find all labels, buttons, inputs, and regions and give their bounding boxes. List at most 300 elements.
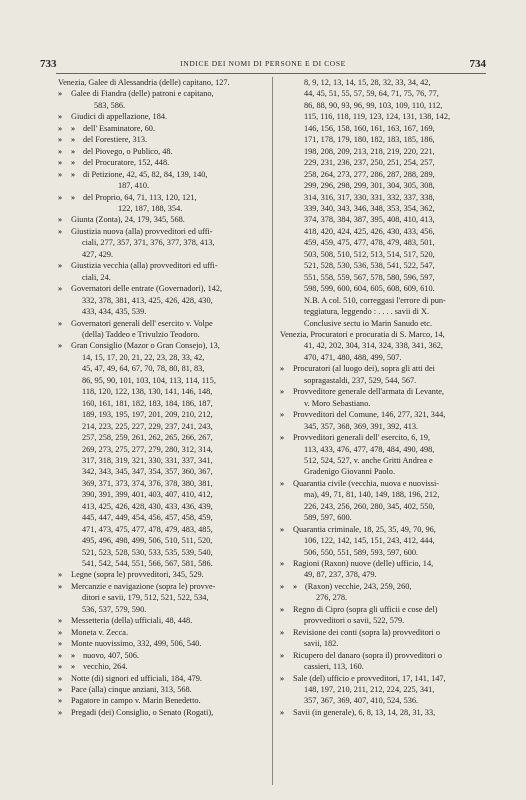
index-entry — [280, 638, 470, 649]
index-line-text: Giunta (Zonta), 24, 179, 345, 568. — [71, 215, 185, 225]
index-line-text: 148, 197, 210, 211, 212, 224, 225, 341, — [304, 685, 435, 695]
index-line-text: 106, 122, 142, 145, 151, 243, 412, 444, — [304, 536, 435, 546]
index-line-text: dell' Esaminatore, 60. — [83, 123, 155, 133]
index-line-text: Provveditore generale dell'armata di Levante, — [293, 387, 445, 397]
index-line — [58, 111, 266, 122]
index-entry — [58, 88, 266, 99]
index-entry — [280, 421, 470, 432]
index-line-text: Venezia, Procuratori e procuratia di S. Marco, 14, — [280, 329, 445, 339]
index-line — [280, 340, 470, 351]
index-entry — [58, 146, 266, 157]
sub-ditto-mark: » — [293, 581, 298, 591]
index-line-text: 187, 410. — [118, 181, 150, 191]
index-line — [280, 581, 470, 592]
index-line — [58, 466, 266, 477]
index-line — [280, 169, 470, 180]
index-entry — [58, 352, 266, 570]
index-entry — [280, 398, 470, 409]
index-entry — [280, 77, 470, 329]
index-line-text: 413, 425, 426, 428, 430, 433, 436, 439, — [82, 501, 213, 511]
page-number-right: 734 — [469, 58, 486, 70]
index-entry — [280, 684, 470, 707]
index-line — [58, 592, 266, 603]
index-line — [58, 478, 266, 489]
index-entry — [58, 272, 266, 283]
ditto-mark: » — [58, 581, 63, 591]
index-line-text: (Raxon) vecchie, 243, 259, 260, — [305, 581, 412, 591]
index-line — [58, 352, 266, 363]
index-line — [58, 226, 266, 237]
index-line — [280, 146, 470, 157]
index-entry — [58, 123, 266, 134]
ditto-mark: » — [58, 707, 63, 717]
index-line-text: cassieri, 113, 160. — [304, 662, 364, 672]
index-line — [58, 627, 266, 638]
index-line — [280, 180, 470, 191]
index-line — [58, 386, 266, 397]
index-line — [58, 237, 266, 248]
index-line-text: Moneta v. Zecca. — [71, 627, 129, 637]
index-line-text: Notte (di) signori ed ufficiali, 184, 479. — [71, 673, 202, 683]
index-line — [280, 203, 470, 214]
index-line-text: 299, 296, 298, 299, 301, 304, 305, 308, — [304, 181, 435, 191]
index-line — [280, 547, 470, 558]
sub-ditto-mark: » — [71, 169, 76, 179]
index-entry — [280, 661, 470, 672]
index-line-text: ditori e savii, 179, 512, 521, 522, 534, — [82, 593, 209, 603]
index-line — [280, 661, 470, 672]
index-line — [280, 409, 470, 420]
index-line — [280, 501, 470, 512]
index-line-text: 49, 87, 237, 378, 479. — [304, 570, 377, 580]
index-line-text: 541, 542, 544, 551, 566, 567, 581, 586. — [82, 559, 213, 569]
index-line — [58, 363, 266, 374]
index-line-text: v. Moro Sebastiano. — [304, 398, 371, 408]
index-line — [58, 249, 266, 260]
index-entry — [58, 340, 266, 351]
index-line — [280, 524, 470, 535]
index-line — [280, 466, 470, 477]
index-line — [58, 638, 266, 649]
index-line — [58, 604, 266, 615]
index-line — [58, 295, 266, 306]
index-line-text: 113, 433, 476, 477, 478, 484, 490, 498, — [304, 444, 435, 454]
index-line-text: Ricupero del danaro (sopra il) provveditori o — [293, 650, 442, 660]
index-line-text: 342, 343, 345, 347, 354, 357, 360, 367, — [82, 467, 213, 477]
index-line-text: 495, 496, 498, 499, 506, 510, 511, 520, — [82, 536, 213, 546]
index-line — [280, 432, 470, 443]
index-line — [58, 260, 266, 271]
index-line — [280, 707, 470, 718]
index-line-text: del Procuratore, 152, 448. — [83, 158, 170, 168]
index-line — [58, 157, 266, 168]
ditto-mark: » — [280, 387, 285, 397]
index-line-text: 189, 193, 195, 197, 201, 209, 210, 212, — [82, 410, 213, 420]
index-entry — [58, 581, 266, 592]
index-line-text: Giustizia vecchia (alla) provveditori ed uffi- — [71, 261, 218, 271]
index-line-text: 345, 357, 368, 369, 391, 392, 413. — [304, 421, 419, 431]
ditto-mark: » — [280, 410, 285, 420]
index-line — [58, 569, 266, 580]
index-line-text: 115, 116, 118, 119, 123, 124, 131, 138, 142, — [304, 112, 451, 122]
index-line-text: Procuratori (al luogo dei), sopra gli atti dei — [293, 364, 435, 374]
index-entry — [58, 592, 266, 615]
index-line-text: 583, 586. — [94, 100, 126, 110]
index-line — [58, 134, 266, 145]
index-line-text: 86, 95, 90, 101, 103, 104, 113, 114, 115, — [82, 375, 216, 385]
index-line-text: 521, 528, 530, 536, 538, 541, 522, 547, — [304, 261, 435, 271]
ditto-mark: » — [58, 639, 63, 649]
column-divider — [272, 77, 273, 785]
index-line-text: Messetteria (della) ufficiali, 48, 448. — [71, 616, 193, 626]
index-line-text: 512, 524, 527, v. anche Gritti Andrea e — [304, 455, 433, 465]
index-line — [280, 558, 470, 569]
index-line-text: Quarantia criminale, 18, 25, 35, 49, 70, 96, — [293, 524, 436, 534]
index-entry — [280, 329, 470, 340]
index-entry — [58, 260, 266, 271]
index-entry — [58, 707, 266, 718]
index-line-text: Provveditori generali dell' esercito, 6, 19, — [293, 433, 430, 443]
header-rule — [56, 73, 486, 74]
index-line-text: Venezia, Galee di Alessandria (delle) capitano, 127. — [58, 78, 230, 87]
index-line-text: 314, 316, 317, 330, 331, 332, 337, 338, — [304, 192, 435, 202]
index-line-text: Ragioni (Raxon) nuove (delle) ufficio, 14, — [293, 559, 434, 569]
ditto-mark: » — [58, 146, 63, 156]
index-line — [58, 409, 266, 420]
index-line — [58, 512, 266, 523]
index-entry — [280, 432, 470, 443]
index-line — [58, 306, 266, 317]
index-line-text: del Piovego, o Publico, 48. — [83, 146, 173, 156]
index-entry — [280, 592, 470, 603]
index-line — [58, 100, 266, 111]
index-line — [58, 650, 266, 661]
index-line — [280, 363, 470, 374]
index-line — [280, 592, 470, 603]
sub-ditto-mark: » — [71, 123, 76, 133]
index-line-text: 369, 371, 373, 374, 376, 378, 380, 381, — [82, 478, 213, 488]
index-entry — [280, 444, 470, 478]
index-entry — [280, 340, 470, 363]
index-line — [280, 88, 470, 99]
index-line — [280, 272, 470, 283]
sub-ditto-mark: » — [71, 158, 76, 168]
index-entry — [58, 569, 266, 580]
left-column — [58, 77, 266, 718]
index-line-text: 536, 537, 579, 590. — [82, 604, 147, 614]
index-line-text: 418, 420, 424, 425, 426, 430, 433, 456, — [304, 226, 435, 236]
index-line-text: 118, 120, 122, 138, 130, 141, 146, 148, — [82, 387, 213, 397]
index-line-text: 86, 88, 90, 93, 96, 99, 103, 109, 110, 112, — [304, 100, 443, 110]
index-line — [280, 214, 470, 225]
index-line — [58, 444, 266, 455]
index-entry — [280, 673, 470, 684]
index-line-text: 214, 223, 225, 227, 229, 237, 241, 243, — [82, 421, 213, 431]
index-entry — [280, 535, 470, 558]
index-entry — [280, 615, 470, 626]
index-line-text: teggiatura, leggendo : . . . . savii di X. — [304, 307, 430, 317]
index-line-text: Governatori generali dell' esercito v. Volpe — [71, 318, 213, 328]
index-line-text: Monte nuovissimo, 332, 499, 506, 540. — [71, 639, 202, 649]
index-line — [58, 684, 266, 695]
index-line — [280, 478, 470, 489]
index-entry — [280, 581, 470, 592]
index-line — [58, 329, 266, 340]
index-entry — [280, 558, 470, 569]
index-line-text: (della) Taddeo e Trivulzio Teodoro. — [82, 329, 200, 339]
index-line-text: 445, 447, 449, 454, 456, 457, 458, 459, — [82, 513, 213, 523]
index-entry — [280, 409, 470, 420]
index-entry — [58, 226, 266, 237]
index-line-text: 146, 156, 158, 160, 161, 163, 167, 169, — [304, 123, 435, 133]
index-line-text: 171, 178, 179, 180, 182, 183, 185, 186, — [304, 135, 435, 145]
index-line — [280, 318, 470, 329]
ditto-mark: » — [280, 364, 285, 374]
ditto-mark: » — [58, 650, 63, 660]
index-line — [58, 398, 266, 409]
index-entry — [58, 318, 266, 329]
index-line-text: 44, 45, 51, 55, 57, 59, 64, 71, 75, 76, 77, — [304, 89, 439, 99]
index-entry — [58, 684, 266, 695]
index-line — [58, 283, 266, 294]
index-entry — [280, 489, 470, 523]
index-line-text: ciali, 277, 357, 371, 376, 377, 378, 413, — [82, 238, 215, 248]
ditto-mark: » — [58, 123, 63, 133]
index-line — [280, 695, 470, 706]
index-line — [280, 111, 470, 122]
index-line — [280, 375, 470, 386]
index-line-text: 506, 550, 551, 589, 593, 597, 600. — [304, 547, 419, 557]
index-entry — [280, 478, 470, 489]
index-line-text: 374, 378, 384, 387, 395, 408, 410, 413, — [304, 215, 435, 225]
index-line — [58, 432, 266, 443]
index-line — [280, 260, 470, 271]
index-line-text: 471, 473, 475, 477, 478, 479, 483, 485, — [82, 524, 213, 534]
ditto-mark: » — [280, 581, 285, 591]
ditto-mark: » — [58, 570, 63, 580]
index-line — [58, 203, 266, 214]
index-line — [280, 134, 470, 145]
index-entry — [58, 192, 266, 203]
index-line — [280, 604, 470, 615]
index-line-text: 317, 318, 319, 321, 330, 331, 337, 341, — [82, 455, 213, 465]
sub-ditto-mark: » — [71, 192, 76, 202]
index-line-text: Gradenigo Giovanni Paolo. — [304, 467, 396, 477]
index-line — [58, 272, 266, 283]
ditto-mark: » — [280, 433, 285, 443]
ditto-mark: » — [58, 192, 63, 202]
ditto-mark: » — [58, 627, 63, 637]
index-line — [280, 306, 470, 317]
index-line-text: di Petizione, 42, 45, 82, 84, 139, 140, — [83, 169, 208, 179]
index-entry — [58, 638, 266, 649]
index-line-text: Giudici di appellazione, 184. — [71, 112, 168, 122]
sub-ditto-mark: » — [71, 135, 76, 145]
index-entry — [58, 111, 266, 122]
index-line — [280, 192, 470, 203]
index-entry — [280, 627, 470, 638]
index-line — [280, 650, 470, 661]
index-line-text: 229, 231, 236, 237, 250, 251, 254, 257, — [304, 158, 435, 168]
index-line-text: Pregadi (dei) Consiglio, o Senato (Rogati), — [71, 707, 214, 717]
index-line-text: 198, 208, 209, 213, 218, 219, 220, 221, — [304, 146, 435, 156]
index-entry — [58, 77, 266, 88]
index-line — [280, 398, 470, 409]
index-line — [280, 627, 470, 638]
ditto-mark: » — [58, 261, 63, 271]
index-line-text: Governatori delle entrate (Governadori), 142, — [71, 284, 223, 294]
index-line-text: Legne (sopra le) provveditori, 345, 529. — [71, 570, 204, 580]
index-line — [280, 237, 470, 248]
running-header — [40, 58, 486, 74]
index-line — [58, 214, 266, 225]
index-line-text: N.B. A col. 510, correggasi l'errore di pun- — [304, 295, 446, 305]
index-line — [58, 340, 266, 351]
index-entry — [58, 695, 266, 706]
ditto-mark: » — [58, 685, 63, 695]
index-line-text: Gran Consiglio (Mazor o Gran Consejo), 13, — [71, 341, 220, 351]
index-line-text: Sale (del) ufficio e provveditori, 17, 141, 147, — [293, 673, 446, 683]
ditto-mark: » — [58, 341, 63, 351]
index-entry — [280, 375, 470, 386]
index-entry — [58, 329, 266, 340]
ditto-mark: » — [58, 318, 63, 328]
index-line-text: 390, 391, 399, 401, 403, 407, 410, 412, — [82, 490, 213, 500]
ditto-mark: » — [280, 524, 285, 534]
index-line — [280, 386, 470, 397]
ditto-mark: » — [58, 158, 63, 168]
index-entry — [280, 386, 470, 397]
index-entry — [58, 283, 266, 294]
index-entry — [58, 661, 266, 672]
index-line — [58, 673, 266, 684]
index-line — [58, 123, 266, 134]
index-line — [58, 501, 266, 512]
ditto-mark: » — [280, 559, 285, 569]
index-entry — [58, 295, 266, 318]
ditto-mark: » — [58, 616, 63, 626]
index-line — [58, 661, 266, 672]
index-line — [280, 329, 470, 340]
index-line — [58, 421, 266, 432]
index-line-text: 14, 15, 17, 20, 21, 22, 23, 28, 33, 42, — [82, 352, 205, 362]
index-line — [280, 123, 470, 134]
index-line-text: vecchio, 264. — [83, 662, 128, 672]
ditto-mark: » — [58, 226, 63, 236]
index-line — [280, 638, 470, 649]
index-line — [58, 77, 266, 88]
ditto-mark: » — [58, 696, 63, 706]
index-line-text: 8, 9, 12, 13, 14, 15, 28, 32, 33, 34, 42, — [304, 78, 431, 87]
index-line — [58, 180, 266, 191]
index-entry — [58, 157, 266, 168]
index-line-text: ma), 49, 71, 81, 140, 149, 188, 196, 212, — [304, 490, 440, 500]
index-entry — [58, 615, 266, 626]
index-line — [58, 695, 266, 706]
index-entry — [58, 203, 266, 214]
index-line — [58, 615, 266, 626]
index-line-text: 41, 42, 202, 304, 314, 324, 338, 341, 362, — [304, 341, 443, 351]
index-line-text: 589, 597, 600. — [304, 513, 352, 523]
index-entry — [280, 524, 470, 535]
index-line — [280, 455, 470, 466]
index-line-text: Pace (alla) cinque anziani, 313, 568. — [71, 685, 192, 695]
index-line-text: 332, 378, 381, 413, 425, 426, 428, 430, — [82, 295, 213, 305]
index-line — [58, 707, 266, 718]
index-line — [280, 512, 470, 523]
index-line — [280, 283, 470, 294]
index-line — [58, 318, 266, 329]
index-line-text: Giustizia nuova (alla) provveditori ed uffi- — [71, 226, 213, 236]
index-line-text: Galee di Fiandra (delle) patroni e capitano, — [71, 89, 214, 99]
index-entry — [58, 237, 266, 260]
index-line-text: 339, 340, 343, 346, 348, 353, 354, 362, — [304, 203, 435, 213]
index-line-text: del Proprio, 64, 71, 113, 120, 121, — [83, 192, 197, 202]
index-line — [58, 558, 266, 569]
ditto-mark: » — [280, 627, 285, 637]
index-line-text: sopragastaldi, 237, 529, 544, 567. — [304, 375, 417, 385]
ditto-mark: » — [58, 215, 63, 225]
index-entry — [58, 134, 266, 145]
index-line-text: 226, 243, 256, 260, 280, 345, 402, 550, — [304, 501, 435, 511]
ditto-mark: » — [58, 135, 63, 145]
ditto-mark: » — [280, 604, 285, 614]
running-title: INDICE DEI NOMI DI PERSONE E DI COSE — [180, 59, 346, 68]
index-entry — [58, 100, 266, 111]
index-line — [58, 524, 266, 535]
index-line-text: 521, 523, 528, 530, 533, 535, 539, 540, — [82, 547, 213, 557]
right-column — [280, 77, 470, 718]
index-entry — [280, 707, 470, 718]
index-line-text: 470, 471, 480, 488, 499, 507. — [304, 352, 402, 362]
index-line — [280, 489, 470, 500]
index-line — [58, 489, 266, 500]
index-line-text: 269, 273, 275, 277, 279, 280, 312, 314, — [82, 444, 213, 454]
ditto-mark: » — [280, 650, 285, 660]
index-line — [58, 375, 266, 386]
index-entry — [280, 650, 470, 661]
ditto-mark: » — [58, 112, 63, 122]
index-line — [280, 615, 470, 626]
index-line-text: 459, 459, 475, 477, 478, 479, 483, 501, — [304, 238, 435, 248]
index-entry — [58, 214, 266, 225]
index-line — [280, 295, 470, 306]
index-entry — [58, 673, 266, 684]
ditto-mark: » — [58, 673, 63, 683]
index-line-text: 427, 429. — [82, 249, 114, 259]
index-line-text: Quarantia civile (vecchia, nuova e nuovissi- — [293, 478, 440, 488]
index-line-text: 160, 161, 181, 182, 183, 184, 186, 187, — [82, 398, 213, 408]
index-line-text: Mercanzie e navigazione (sopra le) provve- — [71, 581, 216, 591]
index-line-text: 598, 599, 600, 604, 605, 608, 609, 610. — [304, 284, 435, 294]
index-line-text: Conclusive sectu io Marin Sanudo etc. — [304, 318, 433, 328]
ditto-mark: » — [58, 169, 63, 179]
index-line-text: Pagatore in campo v. Marin Benedetto. — [71, 696, 201, 706]
sub-ditto-mark: » — [71, 662, 76, 672]
sub-ditto-mark: » — [71, 650, 76, 660]
index-line — [280, 421, 470, 432]
index-line-text: 257, 258, 259, 261, 262, 265, 266, 267, — [82, 433, 213, 443]
ditto-mark: » — [58, 284, 63, 294]
index-line-text: savii, 182. — [304, 639, 339, 649]
index-line-text: ciali, 24. — [82, 272, 111, 282]
index-line — [58, 192, 266, 203]
index-line — [58, 581, 266, 592]
index-line — [280, 673, 470, 684]
ditto-mark: » — [280, 707, 285, 717]
ditto-mark: » — [280, 673, 285, 683]
index-line — [58, 547, 266, 558]
